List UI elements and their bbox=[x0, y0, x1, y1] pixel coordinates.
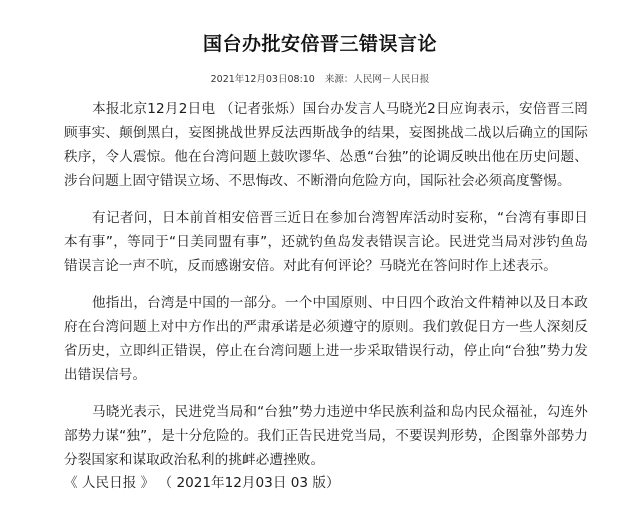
source-label[interactable]: 来源：人民网－人民日报 bbox=[324, 74, 430, 85]
print-source: 《 人民日报 》 （ 2021年12月03日 03 版） bbox=[64, 475, 340, 491]
article-body bbox=[64, 97, 588, 485]
publish-datetime: 2021年12月03日08:10 bbox=[210, 74, 315, 85]
paragraph-4: 马晓光表示，民进党当局和“台独”势力违逆中华民族利益和岛内民众福祉，勾连外部势力谋“独”，是十分危险的。我们正告民进党当局，不要误判形势，企图靠外部势力分裂国家和谋取政治私利的挑衅必遭挫败。 bbox=[64, 404, 588, 468]
article-meta bbox=[0, 73, 640, 87]
paragraph-3: 他指出，台湾是中国的一部分。一个中国原则、中日四个政治文件精神以及日本政府在台湾问题上对中方作出的严肃承诺是必须遵守的原则。我们敦促日方一些人深刻反省历史，立即纠正错误，停止在台湾问题上进一步采取错误行动，停止向“台独”势力发出错误信号。 bbox=[64, 295, 588, 383]
paragraph-2: 有记者问，日本前首相安倍晋三近日在参加台湾智库活动时妄称，“台湾有事即日本有事”，等同于“日美同盟有事”，还就钓鱼岛发表错误言论。民进党当局对涉钓鱼岛错误言论一声不吭，反而感谢安倍。对此有何评论？马晓光在答问时作上述表示。 bbox=[64, 210, 588, 274]
paragraph-1: 本报北京12月2日电 （记者张烁）国台办发言人马晓光2日应询表示，安倍晋三罔顾事实、颠倒黑白，妄图挑战世界反法西斯战争的结果，妄图挑战二战以后确立的国际秩序，令人震惊。他在台湾问题上鼓吹谬华、怂恿“台独”的论调反映出他在历史问题、涉台问题上固守错误立场、不思悔改、不断滑向危险方向，国际社会必须高度警惕。 bbox=[64, 101, 588, 189]
article-title: 国台办批安倍晋三错误言论 bbox=[202, 33, 437, 55]
